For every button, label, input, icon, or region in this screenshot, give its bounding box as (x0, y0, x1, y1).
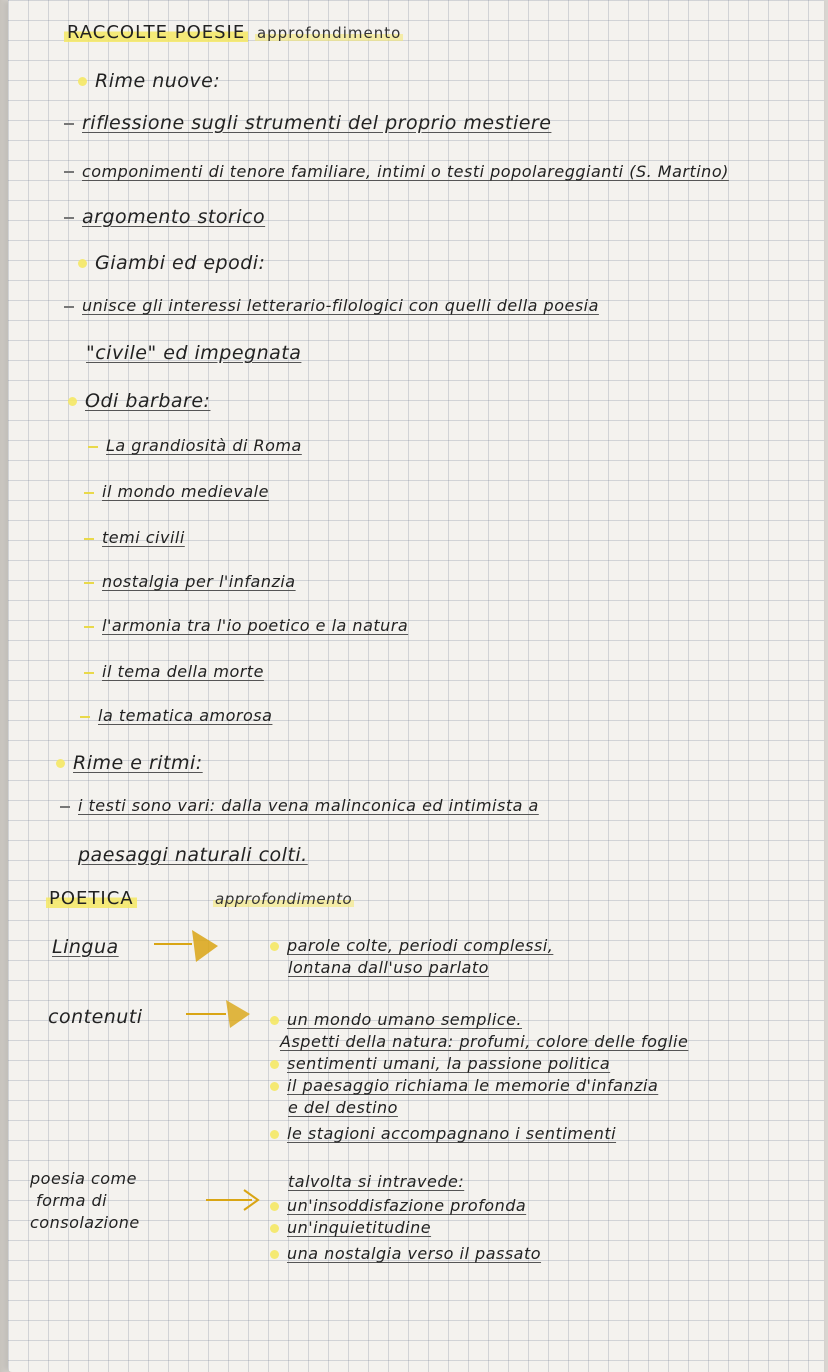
list-item (80, 706, 272, 725)
bullet-dot (270, 1016, 279, 1025)
section-heading-rime-nuove (78, 70, 220, 92)
contenuti-line (270, 1010, 522, 1029)
contenuti-line (270, 1054, 610, 1073)
consolazione-line (270, 1218, 431, 1237)
bullet-dot (270, 1224, 279, 1233)
title-text: RACCOLTE POESIE (64, 22, 248, 43)
line-text: un mondo umano semplice. (287, 1010, 522, 1029)
dash-mark (64, 123, 74, 125)
bullet-dot (68, 397, 77, 406)
lingua-line (288, 958, 489, 977)
item-text: componimenti di tenore familiare, intimi o testi popolareggianti (S. Martino) (82, 162, 729, 181)
bullet-dot (78, 77, 87, 86)
line-text: una nostalgia verso il passato (287, 1244, 542, 1263)
consolazione-line (270, 1244, 541, 1263)
line-text: il paesaggio richiama le memorie d'infanzia (287, 1076, 659, 1095)
list-item (84, 662, 264, 681)
line-text: parole colte, periodi complessi, (287, 936, 554, 955)
dash-mark (60, 806, 70, 808)
item-text: il tema della morte (102, 662, 264, 681)
dash-mark (88, 446, 98, 448)
item-text: paesaggi naturali colti. (78, 844, 308, 866)
dash-mark (84, 538, 94, 540)
line-text: talvolta si intravede: (288, 1172, 465, 1191)
label-text: contenuti (48, 1006, 143, 1028)
item-text: la tematica amorosa (98, 706, 273, 725)
item-text: unisce gli interessi letterario-filologici con quelli della poesia (82, 296, 599, 315)
arrow-right-icon (152, 926, 228, 966)
page-title (64, 22, 403, 43)
poetica-subtitle-text: approfondimento (215, 890, 353, 908)
line-text: lontana dall'uso parlato (288, 958, 489, 977)
item-text: l'armonia tra l'io poetico e la natura (102, 616, 409, 635)
list-item (64, 112, 551, 134)
label-text: poesia come (30, 1169, 137, 1188)
line-text: un'insoddisfazione profonda (287, 1196, 527, 1215)
label-text: forma di (36, 1191, 108, 1210)
list-item (84, 528, 185, 547)
section-heading-odi (68, 390, 210, 412)
dash-mark (80, 716, 90, 718)
lingua-label (52, 936, 119, 958)
list-item (64, 296, 599, 315)
line-text: e del destino (288, 1098, 398, 1117)
notebook-page (8, 0, 824, 1372)
title-subtitle: approfondimento (256, 24, 402, 42)
item-text: il mondo medievale (102, 482, 269, 501)
line-text: Aspetti della natura: profumi, colore delle foglie (280, 1032, 689, 1051)
list-item (84, 482, 269, 501)
heading-text: Odi barbare: (85, 390, 211, 412)
list-item (60, 796, 539, 815)
label-text: consolazione (30, 1213, 140, 1232)
item-text: riflessione sugli strumenti del proprio mestiere (82, 112, 552, 134)
label-text: Lingua (52, 936, 119, 958)
bullet-dot (270, 1130, 279, 1139)
heading-text: Giambi ed epodi: (95, 252, 266, 274)
item-text: "civile" ed impegnata (86, 342, 302, 364)
item-text: argomento storico (82, 206, 266, 228)
arrow-right-icon (204, 1184, 270, 1214)
list-item (88, 436, 302, 455)
bullet-dot (56, 759, 65, 768)
poetica-title-text: POETICA (46, 888, 137, 909)
dash-mark (84, 626, 94, 628)
poetica-title (46, 888, 137, 909)
lingua-line (270, 936, 553, 955)
list-item-continuation (86, 342, 301, 364)
contenuti-label (48, 1006, 143, 1028)
bullet-dot (270, 1060, 279, 1069)
bullet-dot (270, 1250, 279, 1259)
contenuti-line (280, 1032, 688, 1051)
item-text: nostalgia per l'infanzia (102, 572, 296, 591)
contenuti-line (270, 1076, 658, 1095)
dash-mark (84, 492, 94, 494)
contenuti-line (288, 1098, 398, 1117)
heading-text: Rime e ritmi: (73, 752, 203, 774)
bullet-dot (270, 942, 279, 951)
list-item (84, 616, 408, 635)
section-heading-rime-ritmi (56, 752, 203, 774)
line-text: un'inquietitudine (287, 1218, 432, 1237)
heading-text: Rime nuove: (95, 70, 221, 92)
dash-mark (64, 171, 74, 173)
bullet-dot (78, 259, 87, 268)
item-text: La grandiosità di Roma (106, 436, 302, 455)
line-text: sentimenti umani, la passione politica (287, 1054, 611, 1073)
dash-mark (84, 582, 94, 584)
consolazione-label (30, 1168, 140, 1234)
bullet-dot (270, 1082, 279, 1091)
item-text: i testi sono vari: dalla vena malinconica ed intimista a (78, 796, 539, 815)
dash-mark (84, 672, 94, 674)
item-text: temi civili (102, 528, 185, 547)
list-item (64, 206, 265, 228)
section-heading-giambi (78, 252, 265, 274)
bullet-dot (270, 1202, 279, 1211)
line-text: le stagioni accompagnano i sentimenti (287, 1124, 617, 1143)
list-item (84, 572, 296, 591)
consolazione-line (288, 1172, 464, 1191)
list-item-continuation (78, 844, 308, 866)
consolazione-line (270, 1196, 526, 1215)
arrow-right-icon (184, 996, 260, 1032)
list-item (64, 160, 729, 182)
dash-mark (64, 217, 74, 219)
contenuti-line (270, 1124, 616, 1143)
dash-mark (64, 306, 74, 308)
poetica-subtitle (213, 890, 354, 908)
